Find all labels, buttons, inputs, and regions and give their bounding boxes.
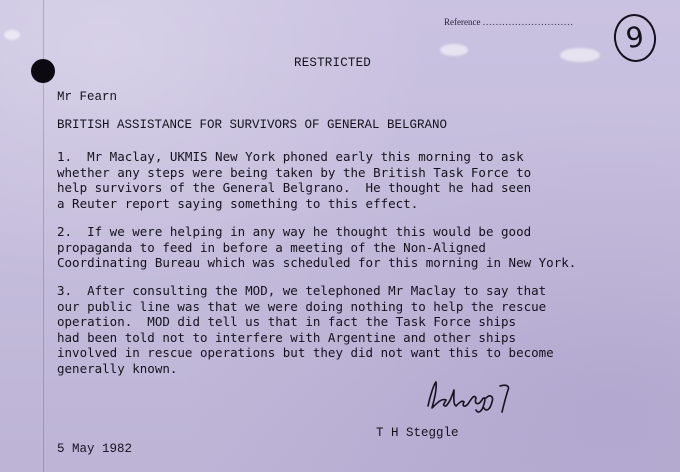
paper-blemish <box>440 44 468 56</box>
memo-date: 5 May 1982 <box>57 442 133 456</box>
reference-dots: ............................ <box>482 17 574 27</box>
classification-marking: RESTRICTED <box>294 56 372 70</box>
paper-blemish <box>560 48 600 62</box>
reference-number: 9 <box>611 11 659 64</box>
paragraph-3: 3. After consulting the MOD, we telephoned Mr Maclay to say that our public line was that we were doing nothing to help the rescue operation. MOD did tell us that in fact the Task Force ships had been told not to interfere with Argentine and other ships involved in rescue operations but they did not want this to become generally known. <box>57 283 554 376</box>
reference-field <box>444 17 574 27</box>
addressee: Mr Fearn <box>57 90 118 104</box>
signatory-name: T H Steggle <box>376 426 459 440</box>
subject-line: BRITISH ASSISTANCE FOR SURVIVORS OF GENERAL BELGRANO <box>57 118 448 132</box>
punch-hole <box>31 59 55 83</box>
paper-blemish <box>4 30 20 40</box>
handwritten-signature <box>420 376 540 416</box>
paragraph-2: 2. If we were helping in any way he thought this would be good propaganda to feed in before a meeting of the Non-Aligned Coordinating Bureau which was scheduled for this morning in New York. <box>57 224 577 270</box>
paragraph-1: 1. Mr Maclay, UKMIS New York phoned early this morning to ask whether any steps were being taken by the British Task Force to help survivors of the General Belgrano. He thought he had seen a Reuter report saying something to this effect. <box>57 149 532 211</box>
reference-label: Reference <box>444 17 481 27</box>
